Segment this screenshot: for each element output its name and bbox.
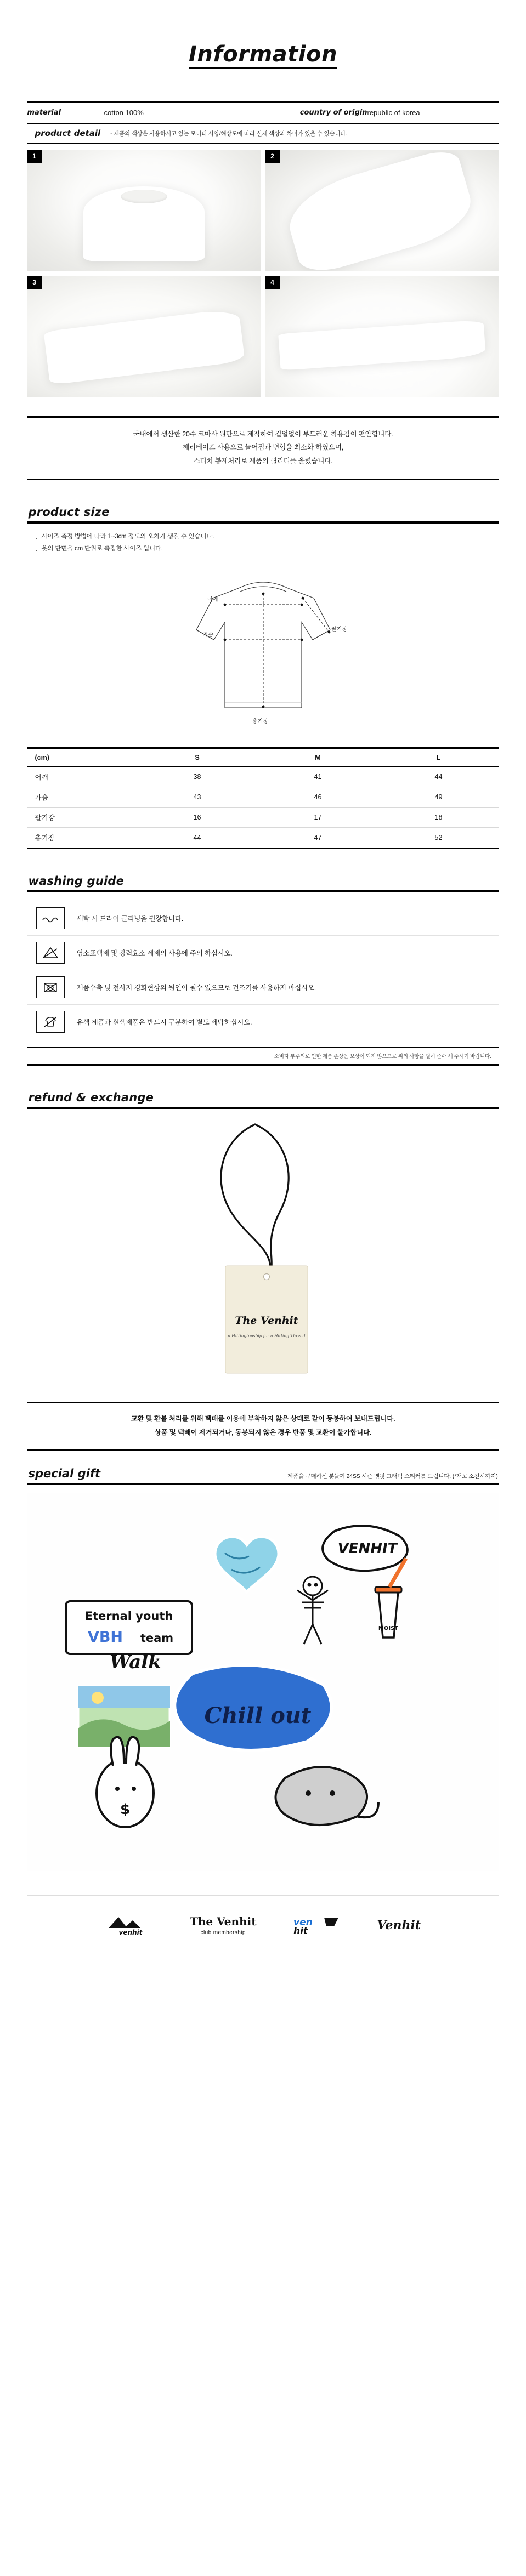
material-value: cotton 100%: [104, 109, 144, 117]
refund-section: [27, 1091, 499, 1451]
skeleton-sticker: [297, 1577, 328, 1644]
page-title: [0, 0, 526, 98]
folded-fabric-shape: [43, 308, 245, 385]
washing-footnote: 소비자 부주의로 인한 제품 손상은 보상이 되지 않으므로 위의 사항을 필히 준수 해 주시기 바랍니다.: [27, 1047, 499, 1066]
label-shoulder: 어깨: [207, 596, 218, 603]
neck-collar-shape: [121, 190, 167, 203]
washing-guide-list: [27, 901, 499, 1039]
washing-guide-item: [27, 936, 499, 970]
col-unit: (cm): [27, 748, 137, 766]
svg-text:team: team: [140, 1631, 173, 1645]
sleeve-shape: [280, 150, 479, 271]
hang-tag-image: [27, 1117, 499, 1402]
cell-m: 46: [258, 787, 378, 807]
washing-guide-text: 유색 제품과 흰색제품은 반드시 구분하여 별도 세탁하십시오.: [76, 1018, 252, 1026]
svg-text:Walk: Walk: [109, 1651, 161, 1673]
walk-script-sticker: [110, 1651, 161, 1673]
label-length: 총기장: [252, 718, 268, 725]
material-label: material: [27, 109, 61, 117]
venhit-graphic-logo: [290, 1914, 343, 1936]
list-item: · 사이즈 측정 방법에 따라 1~3cm 정도의 오차가 생길 수 있습니다.: [35, 531, 499, 543]
product-photo-grid: [27, 150, 499, 397]
cell-l: 18: [378, 807, 499, 827]
svg-text:ven: ven: [293, 1917, 313, 1928]
product-size-section: [27, 505, 499, 849]
hem-stitch-shape: [278, 320, 486, 371]
mountain-icon: [105, 1915, 156, 1936]
description-line-1: 국내에서 생산한 20수 코마사 원단으로 제작하여 겉얼없이 부드러운 착용감이 편안합니다.: [133, 430, 393, 438]
material-section: [27, 101, 499, 144]
footer-logos: [27, 1895, 499, 1936]
product-detail-label: product detail: [35, 128, 101, 138]
special-gift-label: special gift: [28, 1466, 101, 1480]
row-label: 총기장: [35, 834, 55, 842]
tag-brand-text: The Venhit: [234, 1314, 298, 1327]
label-chest: 가슴: [202, 632, 213, 638]
description-line-3: 스티치 봉제처리로 제품의 퀄리티를 올렸습니다.: [193, 457, 333, 465]
svg-text:Chill out: Chill out: [204, 1702, 311, 1728]
svg-text:Eternal youth: Eternal youth: [84, 1609, 173, 1623]
cell-l: 44: [378, 766, 499, 787]
product-photo-3[interactable]: [27, 276, 261, 397]
svg-text:hit: hit: [293, 1925, 308, 1936]
washing-guide-header: [27, 874, 499, 892]
table-row: [27, 102, 499, 124]
cell-s: 44: [193, 833, 201, 841]
list-item: · 옷의 단면을 cm 단위로 측정한 사이즈 입니다.: [35, 543, 499, 555]
special-gift-note: 제품을 구매하신 분들께 24SS 시즌 벤핏 그래픽 스티커를 드립니다. (*재고 소진시까지): [287, 1472, 498, 1480]
hand-wash-icon: [36, 907, 65, 929]
washing-guide-section: [27, 874, 499, 1066]
svg-text:$: $: [120, 1801, 130, 1818]
product-detail-note: - 제품의 색상은 사용하시고 있는 모니터 사양/해상도에 따라 실제 색상과 차이가 있을 수 있습니다.: [110, 130, 347, 137]
svg-text:MOIST: MOIST: [378, 1625, 398, 1631]
photo-number: 3: [27, 276, 42, 289]
origin-label: country of origin: [299, 109, 367, 117]
origin-value: republic of korea: [367, 109, 420, 117]
cell-s: 16: [137, 807, 258, 827]
refund-note: [27, 1402, 499, 1451]
label-sleeve: 팔기장: [331, 626, 347, 633]
tshirt-measurement-diagram: [148, 565, 378, 735]
washing-guide-text: 염소표백제 및 강력효소 세제의 사용에 주의 하십시오.: [76, 949, 233, 957]
eternal-youth-team-sticker: [66, 1601, 192, 1654]
material-table: [27, 101, 499, 124]
refund-note-line-1: 교환 및 환불 처리를 위해 택배를 이용에 부착하지 않은 상태로 같이 동봉하여 보내드립니다.: [131, 1414, 395, 1423]
size-diagram: [27, 565, 499, 741]
row-label: 팔기장: [27, 807, 137, 827]
rabbit-money-sticker: [97, 1737, 154, 1827]
drink-cup-sticker: [375, 1559, 406, 1637]
venhit-script-logo: [377, 1918, 421, 1932]
page-title-text: Information: [189, 43, 337, 69]
size-table: [27, 747, 499, 849]
cell-s: 43: [137, 787, 258, 807]
cell-l: 49: [378, 787, 499, 807]
cell-m: 47: [314, 833, 322, 841]
footer-logo-sub: club membership: [200, 1929, 246, 1936]
table-row: [27, 787, 499, 807]
svg-text:venhit: venhit: [118, 1928, 143, 1936]
refund-header: [27, 1091, 499, 1109]
product-photo-2[interactable]: [265, 150, 499, 271]
footer-logo-main: The Venhit: [190, 1914, 257, 1928]
table-header-row: [27, 748, 499, 766]
hang-tag-illustration: [173, 1117, 354, 1391]
tag-sub-text: a Hittingtonsbip for a Hitting Thread: [227, 1333, 306, 1338]
special-gift-header: [27, 1467, 499, 1485]
product-size-label: product size: [28, 505, 110, 519]
description-line-2: 헤리테이프 사용으로 늘어짐과 변형을 최소화 하였으며,: [183, 443, 343, 452]
size-notes: [27, 531, 499, 555]
sticker-pack-image: [27, 1493, 499, 1871]
svg-text:VENHIT: VENHIT: [337, 1540, 397, 1557]
photo-number: 4: [265, 276, 280, 289]
washing-guide-item: [27, 1005, 499, 1039]
product-photo-4[interactable]: [265, 276, 499, 397]
mouse-sticker: [275, 1767, 378, 1825]
svg-text:VBH: VBH: [87, 1628, 123, 1646]
refund-note-line-2: 상품 및 택배이 제거되거나, 동봉되지 않은 경우 반품 및 교환이 불가합니다.: [154, 1428, 372, 1436]
col-l: L: [378, 748, 499, 766]
footer-logo-script: Venhit: [377, 1918, 421, 1932]
refund-label: refund & exchange: [28, 1090, 154, 1104]
wash-separately-icon: [36, 1011, 65, 1033]
no-bleach-icon: [36, 942, 65, 964]
table-row: [27, 766, 499, 787]
product-detail-bar: [27, 124, 499, 144]
product-description: [27, 416, 499, 480]
venhit-logo-sticker: [323, 1526, 408, 1571]
product-size-header: [27, 505, 499, 524]
chill-out-sticker: [174, 1665, 331, 1750]
heart-globe-sticker: [215, 1537, 279, 1592]
landscape-photo-sticker: [78, 1686, 170, 1747]
washing-guide-label: washing guide: [28, 874, 125, 888]
product-photo-1[interactable]: [27, 150, 261, 271]
table-row: [27, 827, 499, 848]
col-s: S: [137, 748, 258, 766]
row-label: 어깨: [27, 766, 137, 787]
col-m: M: [258, 748, 378, 766]
special-gift-section: [27, 1467, 499, 1871]
photo-number: 2: [265, 150, 280, 163]
cell-m: 41: [258, 766, 378, 787]
the-venhit-club-logo: [190, 1915, 256, 1936]
cell-s: 38: [137, 766, 258, 787]
photo-number: 1: [27, 150, 42, 163]
cell-m: 17: [258, 807, 378, 827]
row-label: 가슴: [27, 787, 137, 807]
washing-guide-text: 세탁 시 드라이 클리닝을 권장합니다.: [76, 914, 183, 923]
table-row: [27, 807, 499, 827]
venhit-mountain-logo: [105, 1915, 156, 1936]
cell-l: 52: [434, 833, 443, 841]
sticker-illustration: [27, 1493, 499, 1871]
washing-guide-item: [27, 970, 499, 1005]
venhit-graphic-icon: [290, 1914, 343, 1936]
washing-guide-text: 제품수축 및 전사지 경화현상의 원인이 될수 있으므로 건조기를 사용하지 마십시오.: [76, 983, 316, 992]
washing-guide-item: [27, 901, 499, 936]
no-tumble-dry-icon: [36, 976, 65, 998]
